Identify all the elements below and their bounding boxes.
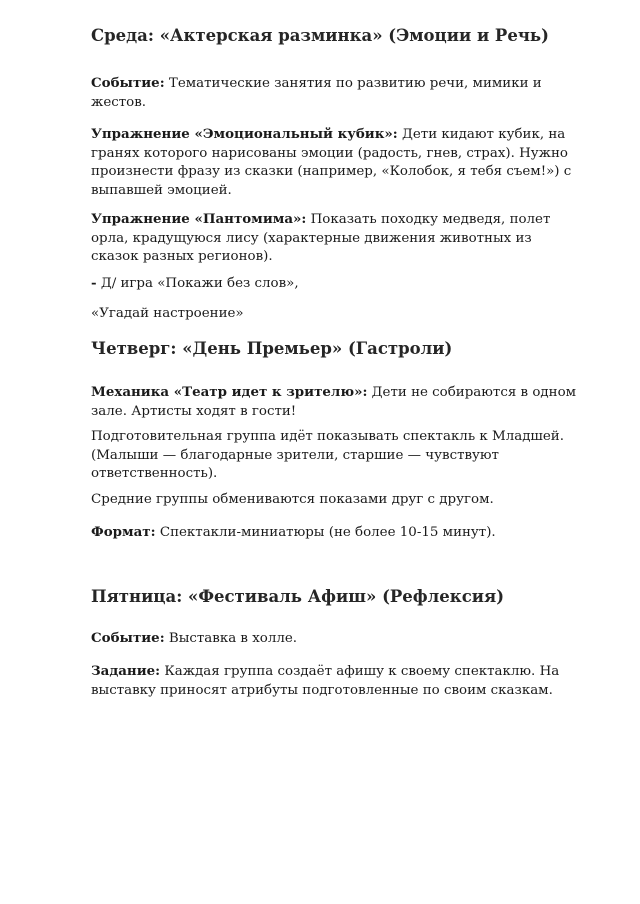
- wednesday-event-text: Тематические занятия по развитию речи, мимики и жестов.: [91, 76, 542, 110]
- friday-event-paragraph: [91, 629, 579, 649]
- pantomime-label: Упражнение «Пантомима»:: [91, 211, 307, 227]
- friday-event-text: Выставка в холле.: [164, 631, 298, 646]
- format-label: Формат:: [91, 524, 156, 540]
- game-dash: -: [91, 275, 97, 291]
- emotion-cube-paragraph: [91, 125, 579, 200]
- game-paragraph-continued: «Угадай настроение»: [91, 306, 244, 321]
- task-paragraph: [91, 662, 579, 700]
- format-text: Спектакли-миниатюры (не более 10-15 минут).: [155, 525, 496, 540]
- friday-event-label: Событие:: [91, 630, 165, 646]
- mechanic-paragraph: [91, 383, 579, 421]
- emotion-cube-label: Упражнение «Эмоциональный кубик»:: [91, 126, 398, 142]
- mechanic-text: Дети не собираются в одном зале. Артисты ходят в гости!: [91, 385, 577, 419]
- middle-groups-paragraph: Средние группы обмениваются показами друг с другом.: [91, 492, 494, 507]
- game-text: Д/ игра «Покажи без слов»,: [96, 276, 299, 291]
- format-paragraph: [91, 523, 579, 543]
- game-paragraph: [91, 274, 579, 294]
- friday-heading: Пятница: «Фестиваль Афиш» (Рефлексия): [91, 587, 504, 606]
- wednesday-event-label: Событие:: [91, 75, 165, 91]
- prep-group-paragraph: Подготовительная группа идёт показывать спектакль к Младшей. (Малыши — благодарные зрители, старшие — чувствуют ответственность).: [91, 429, 564, 481]
- task-text: Каждая группа создаёт афишу к своему спектаклю. На выставку приносят атрибуты подготовленные по своим сказкам.: [91, 664, 560, 698]
- pantomime-text: Показать походку медведя, полет орла, крадущуюся лису (характерные движения животных из сказок разных регионов).: [91, 212, 551, 264]
- emotion-cube-text: Дети кидают кубик, на гранях которого нарисованы эмоции (радость, гнев, страх). Нужно произнести фразу из сказки (например, «Колобок, я тебя съем!») с выпавшей эмоцией.: [91, 127, 572, 198]
- mechanic-label: Механика «Театр идет к зрителю»:: [91, 384, 368, 400]
- task-label: Задание:: [91, 663, 161, 679]
- wednesday-event-paragraph: [91, 74, 579, 112]
- wednesday-heading: Среда: «Актерская разминка» (Эмоции и Речь): [91, 26, 549, 45]
- pantomime-paragraph: [91, 210, 579, 267]
- thursday-heading: Четверг: «День Премьер» (Гастроли): [91, 339, 453, 358]
